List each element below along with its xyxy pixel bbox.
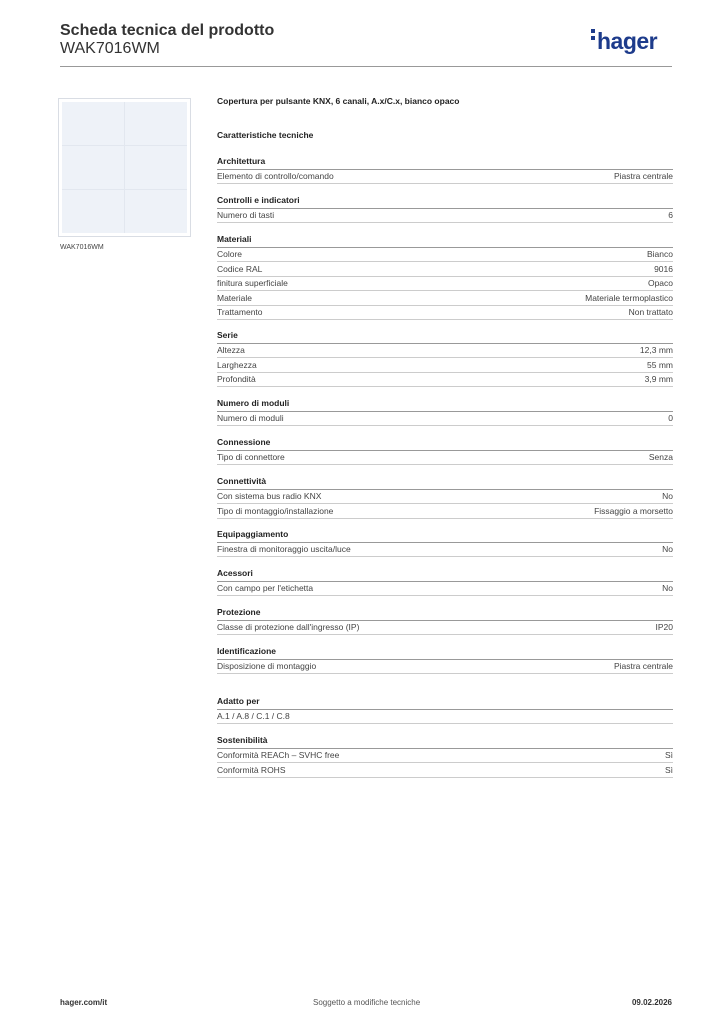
spec-value: No	[662, 583, 673, 593]
header-subtitle: WAK7016WM	[60, 40, 160, 57]
spec-label: Trattamento	[217, 307, 263, 317]
spec-label: Profondità	[217, 374, 256, 384]
section-heading: Adatto per	[217, 696, 673, 710]
spec-value: Bianco	[647, 249, 673, 259]
spec-label: Numero di moduli	[217, 413, 284, 423]
spec-value: 6	[668, 210, 673, 220]
spec-value: Fissaggio a morsetto	[594, 505, 673, 516]
spec-row	[217, 660, 673, 674]
spec-value: Piastra centrale	[613, 171, 673, 181]
footer-note: Soggetto a modifiche tecniche	[313, 998, 421, 1007]
section-heading: Numero di moduli	[217, 398, 673, 412]
spec-value: IP20	[655, 622, 673, 632]
section-heading: Equipaggiamento	[217, 529, 673, 543]
spec-row	[217, 209, 673, 223]
spec-row	[217, 621, 673, 635]
spec-row	[217, 505, 673, 519]
section-main-title: Caratteristiche tecniche	[217, 130, 314, 140]
spec-label: Colore	[217, 249, 243, 259]
spec-row	[217, 451, 673, 465]
spec-label: Larghezza	[217, 359, 257, 370]
spec-value: 0	[668, 413, 673, 423]
logo-dots-icon	[591, 29, 595, 43]
spec-label: A.1 / A.8 / C.1 / C.8	[217, 711, 290, 721]
spec-row	[217, 248, 673, 262]
spec-row	[217, 710, 673, 724]
spec-value: 9016	[654, 263, 673, 274]
spec-value: No	[662, 491, 673, 501]
spec-label: Conformità REACh – SVHC free	[217, 750, 340, 760]
product-image	[58, 98, 191, 237]
spec-row	[217, 490, 673, 504]
spec-label: Con sistema bus radio KNX	[217, 491, 322, 501]
spec-value: 12,3 mm	[639, 345, 673, 355]
spec-label: Tipo di connettore	[217, 452, 285, 462]
spec-label: Classe di protezione dall'ingresso (IP)	[217, 622, 360, 632]
spec-label: Numero di tasti	[217, 210, 275, 220]
spec-value: Sì	[664, 764, 673, 775]
header-title: Scheda tecnica del prodotto	[60, 22, 275, 39]
footer-date: 09.02.2026	[631, 998, 672, 1007]
spec-row	[217, 582, 673, 596]
spec-value: Piastra centrale	[613, 661, 673, 671]
spec-row	[217, 373, 673, 387]
spec-value: Materiale termoplastico	[585, 292, 673, 303]
hager-logo	[591, 28, 657, 55]
spec-row	[217, 764, 673, 778]
section-heading: Connessione	[217, 437, 673, 451]
spec-row	[217, 543, 673, 557]
section-heading: Architettura	[217, 156, 673, 170]
spec-label: Finestra di monitoraggio uscita/luce	[217, 544, 351, 554]
spec-value: 55 mm	[647, 359, 673, 370]
spec-label: finitura superficiale	[217, 278, 288, 288]
spec-label: Conformità ROHS	[217, 764, 286, 775]
spec-row	[217, 412, 673, 426]
spec-label: Disposizione di montaggio	[217, 661, 317, 671]
section-heading: Serie	[217, 330, 673, 344]
section-heading: Materiali	[217, 234, 673, 248]
spec-row	[217, 170, 673, 184]
section-heading: Identificazione	[217, 646, 673, 660]
header-divider	[60, 66, 672, 67]
spec-label: Codice RAL	[217, 263, 263, 274]
spec-row	[217, 749, 673, 763]
section-heading: Acessori	[217, 568, 673, 582]
spec-value: Sì	[664, 750, 673, 760]
footer-website[interactable]: hager.com/it	[60, 998, 108, 1007]
spec-value: Opaco	[647, 278, 673, 288]
product-image-caption: WAK7016WM	[60, 244, 104, 251]
spec-label: Elemento di controllo/comando	[217, 171, 334, 181]
logo-text: hager	[597, 28, 658, 54]
spec-row	[217, 306, 673, 320]
spec-value: Senza	[648, 452, 673, 462]
spec-label: Altezza	[217, 345, 245, 355]
spec-row	[217, 277, 673, 291]
spec-value: No	[662, 544, 673, 554]
spec-row	[217, 292, 673, 306]
spec-label: Tipo di montaggio/installazione	[217, 505, 334, 516]
section-heading: Sostenibilità	[217, 735, 673, 749]
spec-row	[217, 263, 673, 277]
spec-label: Materiale	[217, 292, 252, 303]
spec-value: Non trattato	[628, 307, 673, 317]
spec-label: Con campo per l'etichetta	[217, 583, 314, 593]
spec-row	[217, 359, 673, 373]
spec-row	[217, 344, 673, 358]
section-heading: Connettività	[217, 476, 673, 490]
spec-value: 3,9 mm	[644, 374, 673, 384]
section-heading: Controlli e indicatori	[217, 195, 673, 209]
product-title: Copertura per pulsante KNX, 6 canali, A.x/C.x, bianco opaco	[217, 96, 460, 106]
section-heading: Protezione	[217, 607, 673, 621]
